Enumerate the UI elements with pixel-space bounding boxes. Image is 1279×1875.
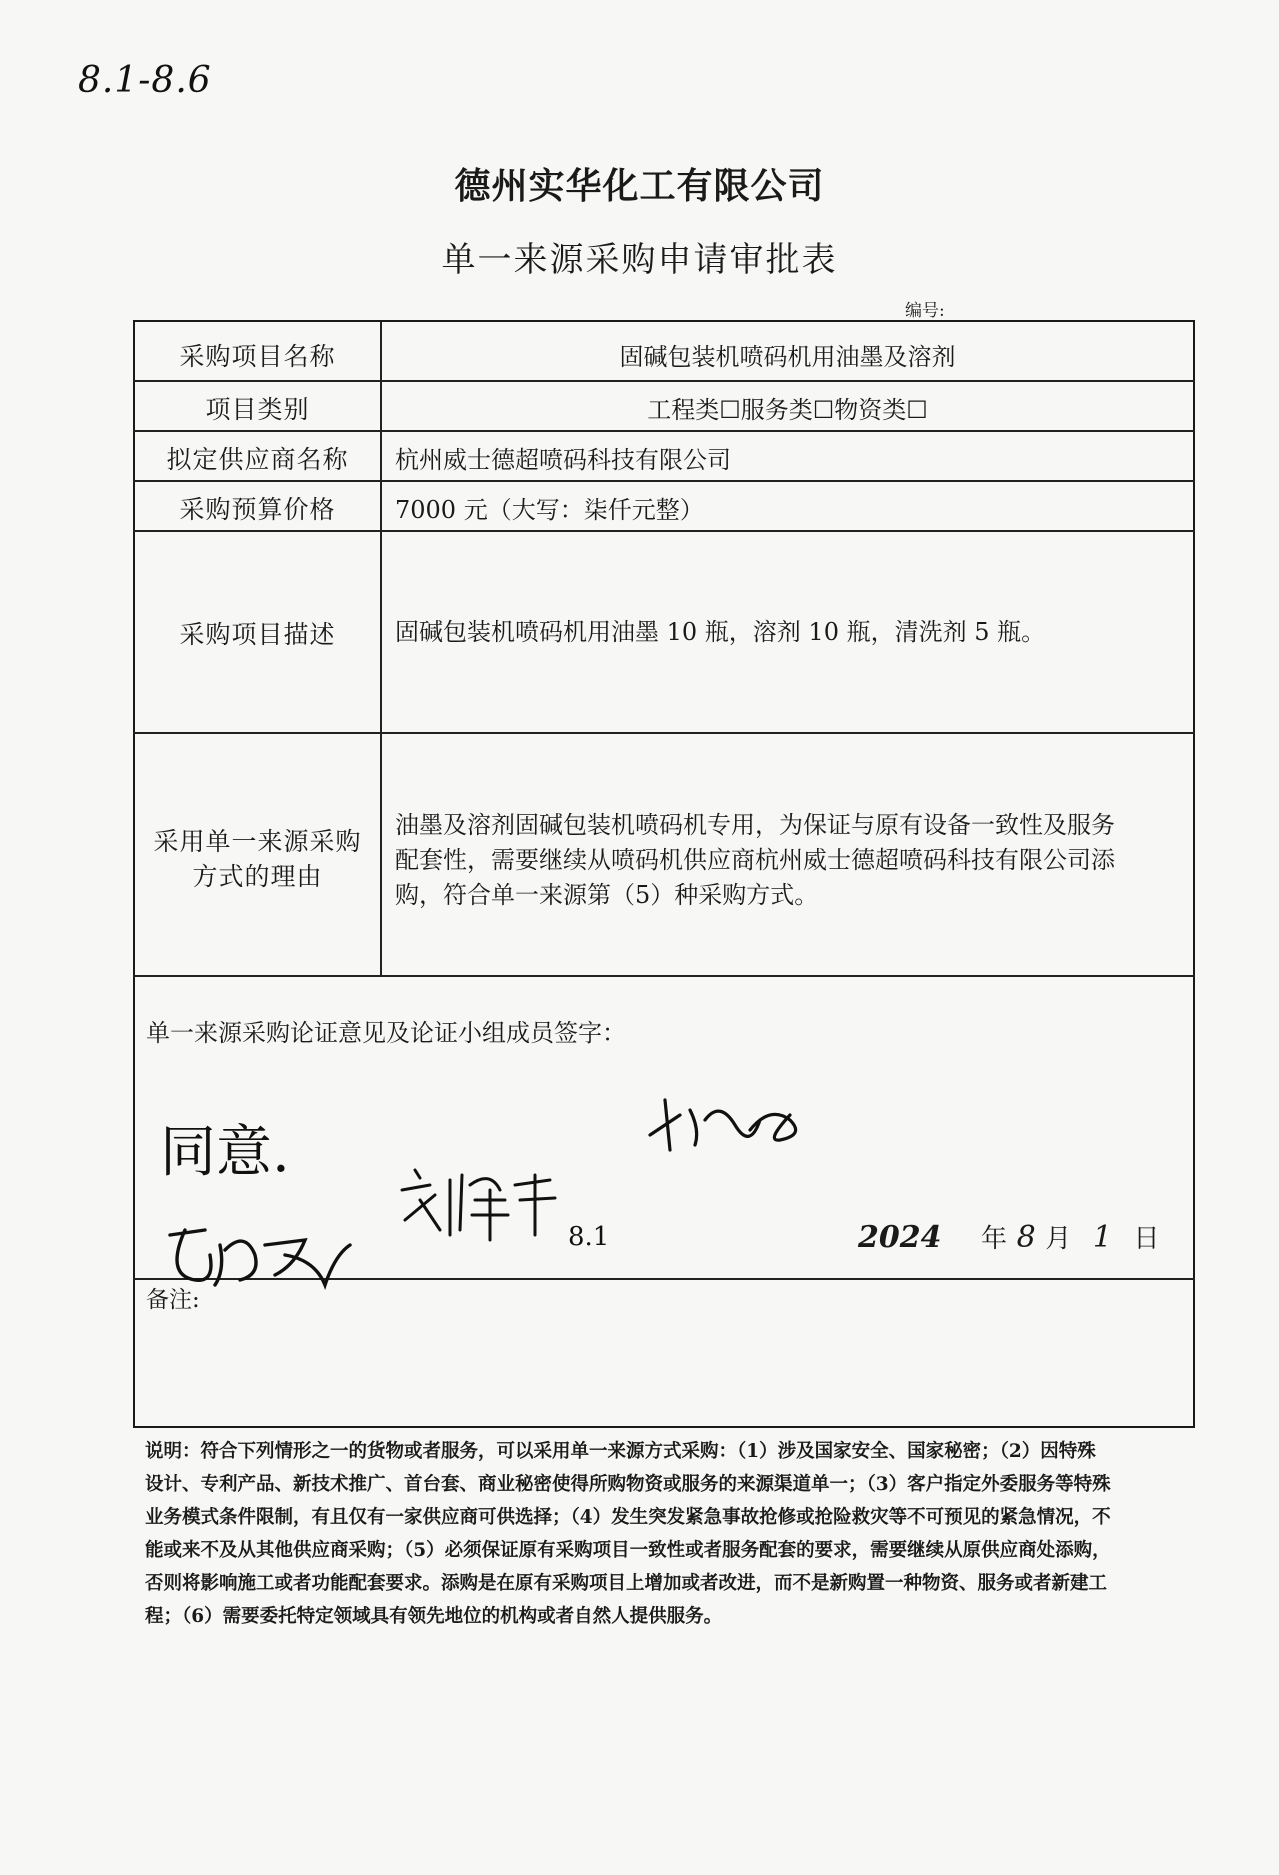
row-divider (133, 480, 1195, 482)
explanatory-note (145, 1435, 1185, 1633)
date-month-unit: 月 (1045, 1224, 1072, 1254)
label-description: 采购项目描述 (179, 620, 336, 649)
label-budget: 采购预算价格 (179, 495, 336, 524)
note-line: 能或来不及从其他供应商采购；（5）必须保证原有采购项目一致性或者服务配套的要求，需要继续从原供应商处添购， (145, 1540, 1111, 1561)
row-divider (133, 380, 1195, 382)
row-divider (133, 530, 1195, 532)
handwritten-date-range: 8.1-8.6 (78, 60, 212, 101)
row-divider (133, 430, 1195, 432)
signature-1 (640, 1090, 820, 1160)
form-title: 单一来源采购申请审批表 (441, 240, 838, 280)
approval-date (858, 1218, 1159, 1255)
label-project-name: 采购项目名称 (179, 342, 336, 371)
value-category-checkboxes: 工程类☐服务类☐物资类☐ (647, 396, 928, 424)
label-reason-line1: 采用单一来源采购 (153, 827, 362, 856)
signature-2-date: 8.1 (568, 1222, 610, 1252)
label-supplier: 拟定供应商名称 (166, 445, 349, 474)
date-year: 2024 (858, 1220, 942, 1255)
value-reason-line2: 配套性，需要继续从喷码机供应商杭州威士德超喷码科技有限公司添 (395, 846, 1115, 874)
date-year-unit: 年 (981, 1224, 1008, 1254)
value-reason-line1: 油墨及溶剂固碱包装机喷码机专用，为保证与原有设备一致性及服务 (395, 811, 1115, 839)
date-month: 8 (1016, 1220, 1036, 1255)
value-budget: 7000 元（大写：柒仟元整） (395, 496, 704, 524)
date-day-unit: 日 (1133, 1224, 1160, 1254)
handwritten-opinion: 同意. (160, 1120, 290, 1185)
serial-number-label: 编号: (905, 301, 945, 321)
value-supplier: 杭州威士德超喷码科技有限公司 (395, 446, 731, 474)
label-category: 项目类别 (205, 395, 310, 424)
value-description: 固碱包装机喷码机用油墨 10 瓶，溶剂 10 瓶，清洗剂 5 瓶。 (395, 618, 1046, 646)
note-line: 业务模式条件限制，有且仅有一家供应商可供选择；（4）发生突发紧急事故抢修或抢险救灾等不可预见的紧急情况，不 (145, 1507, 1111, 1528)
row-divider (133, 732, 1195, 734)
signature-2 (390, 1160, 570, 1245)
company-name: 德州实华化工有限公司 (454, 165, 825, 207)
remark-label: 备注: (146, 1287, 200, 1313)
note-line: 说明：符合下列情形之一的货物或者服务，可以采用单一来源方式采购：（1）涉及国家安全、国家秘密；（2）因特殊 (145, 1441, 1096, 1462)
note-line: 否则将影响施工或者功能配套要求。添购是在原有采购项目上增加或者改进，而不是新购置一种物资、服务或者新建工 (145, 1573, 1108, 1594)
label-reason-line2: 方式的理由 (192, 862, 323, 891)
note-line: 程；（6）需要委托特定领域具有领先地位的机构或者自然人提供服务。 (145, 1606, 723, 1627)
value-reason-line3: 购，符合单一来源第（5）种采购方式。 (395, 881, 819, 909)
value-project-name: 固碱包装机喷码机用油墨及溶剂 (619, 343, 956, 371)
signature-heading: 单一来源采购论证意见及论证小组成员签字： (146, 1019, 626, 1047)
row-divider (133, 975, 1195, 977)
date-day: 1 (1092, 1220, 1112, 1255)
note-line: 设计、专利产品、新技术推广、首台套、商业秘密使得所购物资或服务的来源渠道单一；（3）客户指定外委服务等特殊 (145, 1474, 1111, 1495)
